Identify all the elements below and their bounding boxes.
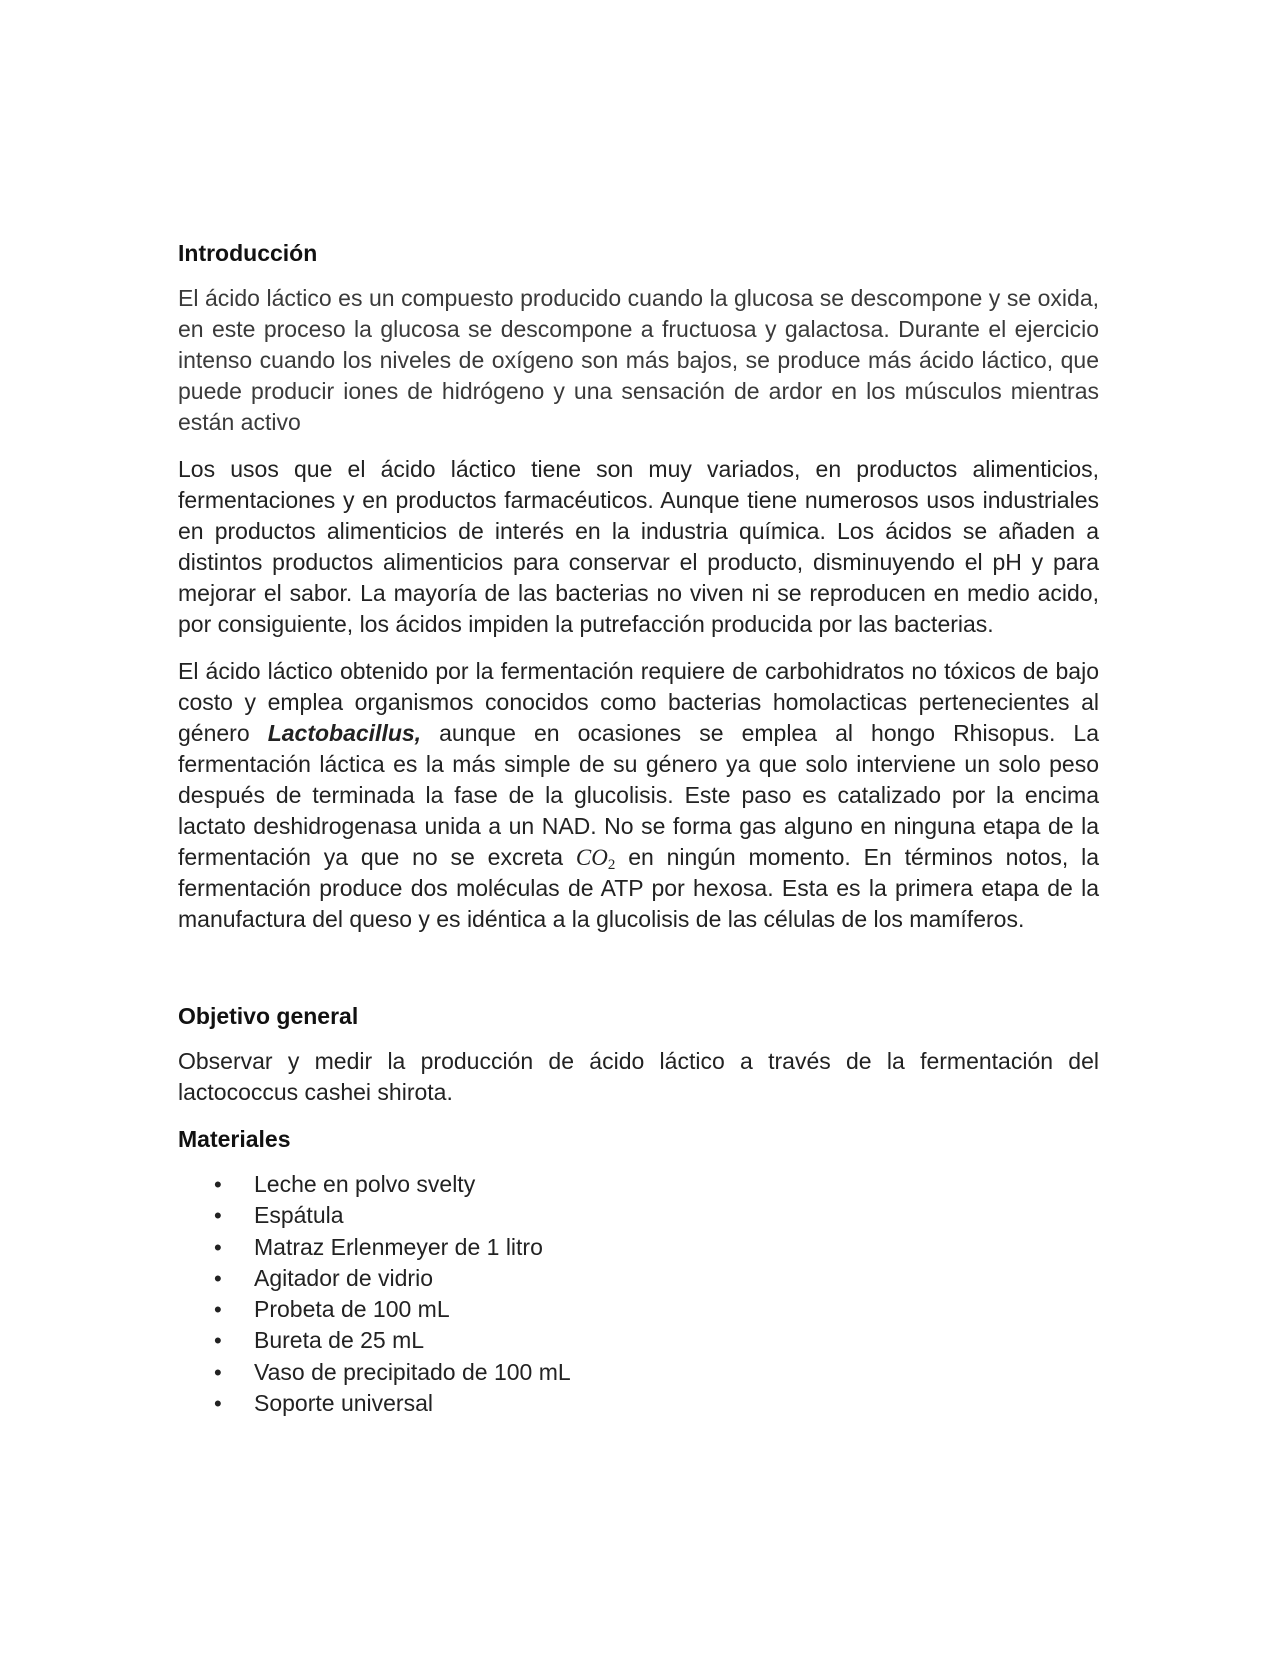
- bullet-icon: •: [214, 1172, 222, 1197]
- co2-subscript: 2: [607, 857, 616, 873]
- intro-paragraph-2: Los usos que el ácido láctico tiene son muy variados, en productos alimenticios, fermentaciones y en productos farmacéuticos. Aunque tiene numerosos usos industriales en productos alimenticios de interés en la industria química. Los ácidos se añaden a distintos productos alimenticios para conservar el producto, disminuyendo el pH y para mejorar el sabor. La mayoría de las bacterias no viven ni se reproducen en medio acido, por consiguiente, los ácidos impiden la putrefacción producida por las bacterias.: [178, 456, 1099, 637]
- bullet-icon: •: [214, 1297, 222, 1323]
- list-item: [178, 1169, 1099, 1200]
- materials-list: [178, 1169, 1099, 1419]
- list-item-label: Espátula: [254, 1202, 344, 1229]
- list-item-label: Bureta de 25 mL: [254, 1327, 425, 1354]
- list-item: [178, 1388, 1099, 1419]
- co2-symbol: CO: [575, 845, 608, 870]
- intro-paragraph-1: El ácido láctico es un compuesto producido cuando la glucosa se descompone y se oxida, en este proceso la glucosa se descompone a fructuosa y galactosa. Durante el ejercicio intenso cuando los niveles de oxígeno son más bajos, se produce más ácido láctico, que puede producir iones de hidrógeno y una sensación de ardor en los músculos mientras están activo: [178, 285, 1099, 435]
- list-item: [178, 1200, 1099, 1231]
- intro-paragraph-3: [178, 656, 1099, 935]
- bullet-icon: •: [214, 1265, 222, 1291]
- list-item: [178, 1357, 1099, 1388]
- list-item: [178, 1263, 1099, 1294]
- section-spacer: [178, 951, 1099, 1001]
- list-item: [178, 1325, 1099, 1356]
- bullet-icon: •: [214, 1234, 222, 1260]
- genus-name: Lactobacillus,: [267, 720, 422, 746]
- list-item-label: Leche en polvo svelty: [254, 1171, 476, 1197]
- paragraph-3-text-c: en ningún momento. En términos notos, la fermentación produce dos moléculas de ATP por hexosa. Esta es la primera etapa de la manufactura del queso y es idéntica a la glucolisis de las células de los mamíferos.: [178, 844, 1099, 932]
- list-item-label: Agitador de vidrio: [254, 1264, 433, 1291]
- objective-text: Observar y medir la producción de ácido láctico a través de la fermentación del lactococcus cashei shirota.: [178, 1048, 1099, 1105]
- list-item-label: Matraz Erlenmeyer de 1 litro: [254, 1233, 543, 1260]
- materials-heading: Materiales: [178, 1126, 291, 1152]
- co2-formula: [575, 845, 616, 873]
- paragraph-3-text-a: El ácido láctico obtenido por la fermentación requiere de carbohidratos no tóxicos de bajo costo y emplea organismos conocidos como bacterias homolacticas pertenecientes al género: [178, 658, 1099, 746]
- bullet-icon: •: [214, 1391, 222, 1417]
- list-item-label: Vaso de precipitado de 100 mL: [254, 1358, 571, 1385]
- bullet-icon: •: [214, 1328, 222, 1354]
- list-item: [178, 1232, 1099, 1263]
- bullet-icon: •: [214, 1203, 222, 1229]
- list-item-label: Probeta de 100 mL: [254, 1296, 450, 1323]
- paragraph-3-text-b: aunque en ocasiones se emplea al hongo Rhisopus. La fermentación láctica es la más simple de su género ya que solo interviene un solo peso después de terminada la fase de la glucolisis. Este paso es catalizado por la encima lactato deshidrogenasa unida a un NAD. No se forma gas alguno en ninguna etapa de la fermentación ya que no se excreta: [178, 720, 1099, 870]
- intro-heading: Introducción: [178, 240, 318, 266]
- list-item: [178, 1294, 1099, 1325]
- objective-heading: Objetivo general: [178, 1003, 359, 1029]
- list-item-label: Soporte universal: [254, 1390, 433, 1417]
- document-page: [178, 238, 1099, 1419]
- bullet-icon: •: [214, 1359, 222, 1385]
